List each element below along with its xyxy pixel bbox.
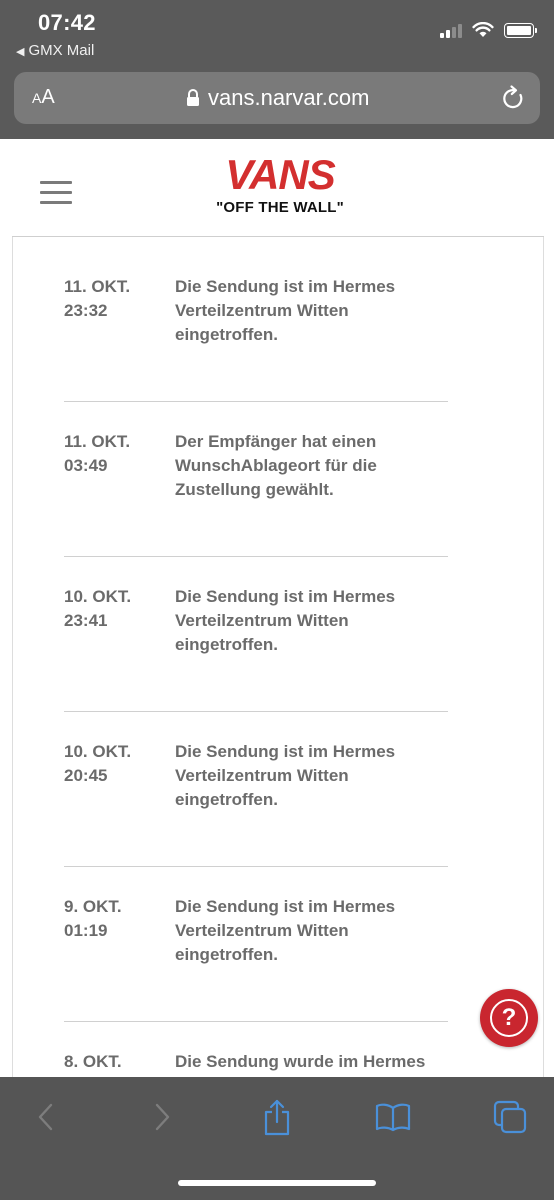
event-datetime	[64, 740, 164, 788]
url-display[interactable]	[186, 85, 369, 111]
event-description-line: Verteilzentrum Witten	[175, 766, 349, 785]
share-icon	[261, 1098, 293, 1136]
bookmarks-icon	[375, 1102, 411, 1132]
back-app-label: GMX Mail	[28, 42, 95, 59]
event-description-line: Verteilzentrum Witten	[175, 301, 349, 320]
event-description	[175, 275, 435, 347]
event-description-line: Zustellung gewählt.	[175, 480, 334, 499]
chevron-left-icon	[36, 1102, 56, 1132]
event-description-line: eingetroffen.	[175, 635, 278, 654]
bookmarks-button[interactable]	[371, 1097, 415, 1137]
event-date: 8. OKT.	[64, 1052, 122, 1071]
event-description-line: Die Sendung ist im Hermes	[175, 587, 396, 606]
lock-icon	[186, 89, 200, 107]
logo-tagline: "OFF THE WALL"	[216, 199, 344, 216]
url-text: vans.narvar.com	[208, 85, 370, 110]
status-icons	[440, 22, 534, 38]
help-button[interactable]	[480, 989, 538, 1047]
event-description	[175, 585, 435, 657]
event-divider	[64, 866, 448, 867]
event-divider	[64, 556, 448, 557]
event-description-line: Die Sendung ist im Hermes	[175, 742, 396, 761]
event-description	[175, 430, 435, 502]
back-to-app-link[interactable]	[16, 42, 94, 59]
site-header	[0, 139, 554, 239]
wifi-icon	[472, 22, 494, 38]
event-datetime	[64, 1050, 164, 1074]
event-date: 11. OKT.	[64, 277, 131, 296]
event-description-line: eingetroffen.	[175, 325, 278, 344]
event-description-line: eingetroffen.	[175, 790, 278, 809]
question-mark-icon: ?	[490, 999, 528, 1037]
forward-button[interactable]	[140, 1097, 184, 1137]
event-time: 23:41	[64, 611, 108, 630]
event-divider	[64, 711, 448, 712]
address-bar[interactable]	[14, 72, 540, 124]
tabs-icon	[492, 1099, 528, 1135]
browser-chrome-top	[0, 0, 554, 139]
event-datetime	[64, 430, 164, 478]
status-time: 07:42	[38, 10, 96, 35]
event-description	[175, 740, 435, 812]
event-time: 03:49	[64, 456, 108, 475]
event-date: 10. OKT.	[64, 587, 132, 606]
event-description-line: WunschAblageort für die	[175, 456, 377, 475]
event-datetime	[64, 585, 164, 633]
event-date: 11. OKT.	[64, 432, 131, 451]
back-triangle-icon: ◀	[16, 46, 25, 58]
event-description-line: Verteilzentrum Witten	[175, 921, 349, 940]
event-date: 9. OKT.	[64, 897, 122, 916]
vans-logo[interactable]	[200, 153, 360, 216]
battery-icon	[504, 23, 534, 38]
back-button[interactable]	[24, 1097, 68, 1137]
event-description	[175, 1050, 435, 1074]
tracking-events-list[interactable]	[12, 237, 544, 1077]
event-description-line: Der Empfänger hat einen	[175, 432, 377, 451]
event-description	[175, 895, 435, 967]
event-divider	[64, 1021, 448, 1022]
event-divider	[64, 401, 448, 402]
text-size-button[interactable]: AA	[32, 86, 55, 108]
home-indicator	[178, 1180, 376, 1186]
event-description-line: Verteilzentrum Witten	[175, 611, 349, 630]
logo-wordmark: VANS	[225, 151, 335, 198]
cellular-signal-icon	[440, 22, 462, 38]
menu-icon[interactable]	[40, 181, 72, 203]
event-description-line: eingetroffen.	[175, 945, 278, 964]
reload-icon[interactable]	[500, 84, 526, 112]
chevron-right-icon	[152, 1102, 172, 1132]
event-date: 10. OKT.	[64, 742, 132, 761]
event-time: 23:32	[64, 301, 108, 320]
event-description-line: Die Sendung ist im Hermes	[175, 277, 396, 296]
event-description-line: Die Sendung wurde im Hermes	[175, 1052, 426, 1071]
share-button[interactable]	[255, 1097, 299, 1137]
event-time: 01:19	[64, 921, 108, 940]
event-datetime	[64, 275, 164, 323]
tabs-button[interactable]	[488, 1097, 532, 1137]
event-time: 20:45	[64, 766, 108, 785]
event-datetime	[64, 895, 164, 943]
event-description-line: Die Sendung ist im Hermes	[175, 897, 396, 916]
